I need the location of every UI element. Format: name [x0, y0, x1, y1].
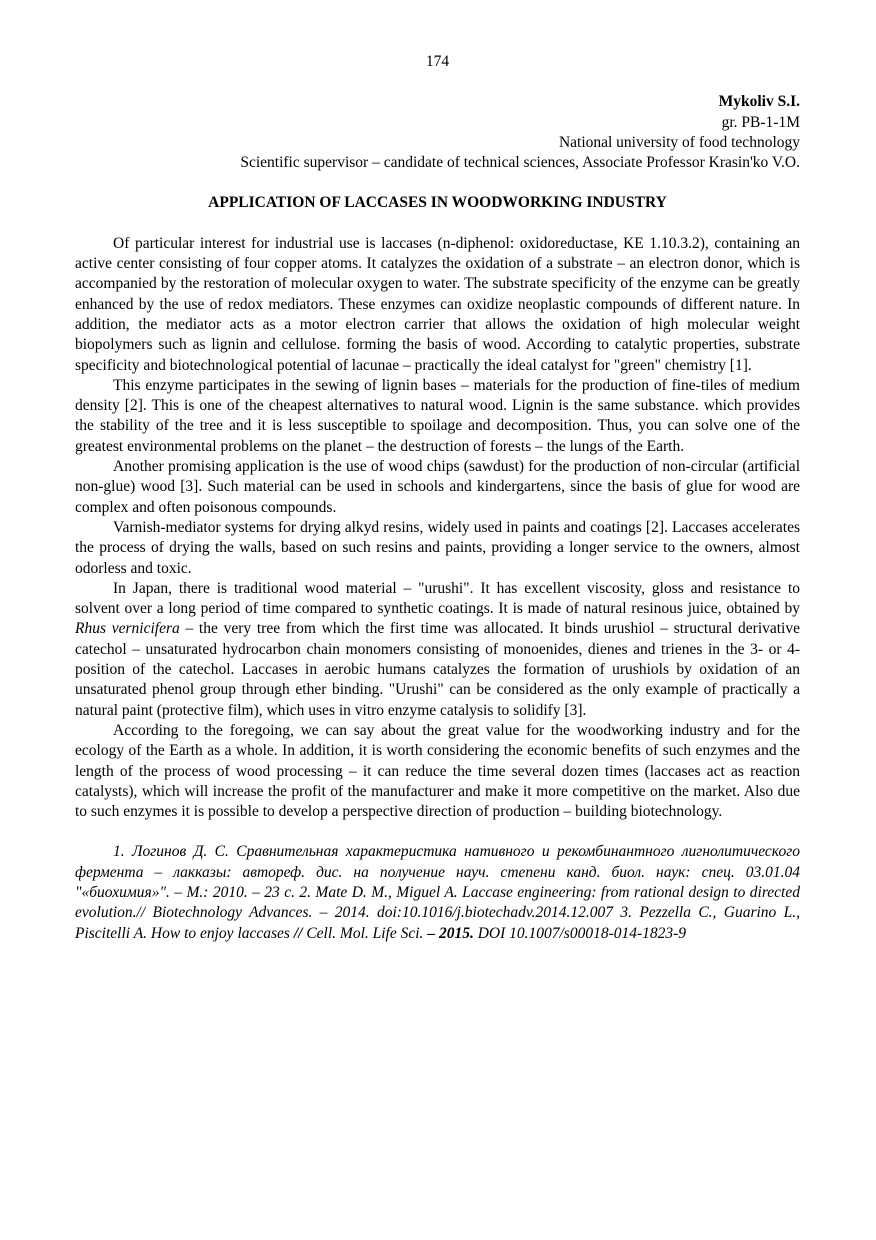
- text-segment: DOI 10.1007/s00018-014-1823-9: [473, 924, 687, 942]
- text-segment: Another promising application is the use of wood chips (sawdust) for the production of non-circular (artificial non-glue) wood [3]. Such material can be used in schools and kindergartens, since the basis of glue for wood are complex and often poisonous compounds.: [75, 458, 800, 516]
- text-segment: This enzyme participates in the sewing of lignin bases – materials for the production of fine-tiles of medium density [2]. This is one of the cheapest alternatives to natural wood. Lignin is the same substance. which provides the stability of the tree and it is less susceptible to spoilage and decomposition. Thus, you can solve one of the greatest environmental problems on the planet – the destruction of forests – the lungs of the Earth.: [75, 376, 800, 455]
- header-line: gr. PB-1-1M: [721, 113, 800, 131]
- page-number: 174: [425, 53, 450, 70]
- article-body: [75, 234, 800, 823]
- text-segment: According to the foregoing, we can say about the great value for the woodworking industry and for the ecology of the Earth as a whole. In addition, it is worth considering the economic benefits of such enzymes and the length of the process of wood processing – it can reduce the time several dozen times (laccases act as reaction catalysts), which will increase the profit of the manufacturer and make it more competitive on the market. Also due to such enzymes it is possible to develop a perspective direction of production – building biotechnology.: [75, 721, 800, 821]
- references-paragraph: [75, 842, 800, 943]
- text-segment: In Japan, there is traditional wood material – "urushi". It has excellent viscosity, gloss and resistance to solvent over a long period of time compared to synthetic coatings. It is made of natural resinous juice, obtained by: [75, 579, 800, 618]
- text-segment: Cell. Mol. Life Sci.: [302, 924, 428, 942]
- header-line: Mykoliv S.I.: [718, 93, 800, 111]
- body-paragraph: [75, 518, 800, 579]
- text-segment: Varnish-mediator systems for drying alkyd resins, widely used in paints and coatings [2]. Laccases accelerates the process of drying the walls, based on such resins and paints, providing a longer service to the owners, almost odorless and toxic.: [75, 518, 800, 577]
- body-paragraph: [75, 721, 800, 822]
- header-line: Scientific supervisor – candidate of technical sciences, Associate Professor Krasin'ko V.O.: [240, 154, 800, 172]
- body-paragraph: [75, 376, 800, 457]
- text-segment: //: [293, 924, 303, 942]
- body-paragraph: [75, 457, 800, 518]
- author-block: [75, 92, 800, 173]
- text-segment: – 2015.: [427, 924, 474, 942]
- body-paragraph: [75, 234, 800, 376]
- text-segment: – the very tree from which the first time was allocated. It binds urushiol – structural derivative catechol – unsaturated hydrocarbon chain monomers consisting of monoenides, dienes and trienes in the 3- or 4-position of the catechol. Laccases in aerobic humans catalyzes the formation of urushiols by oxidation of an unsaturated phenol group through ether binding. "Urushi" can be considered as the only example of practically a natural paint (protective film), which uses in vitro enzyme catalysis to solidify [3].: [75, 620, 800, 719]
- body-paragraph: [75, 579, 800, 721]
- header-line: National university of food technology: [558, 133, 800, 151]
- text-segment: Of particular interest for industrial use is laccases (n-diphenol: oxidoreductase, KE 1.10.3.2), containing an active center consisting of four copper atoms. It catalyzes the oxidation of a substrate – an electron donor, which is accompanied by the restoration of molecular oxygen to water. The substrate specificity of the enzyme can be greatly enhanced by the use of redox mediators. These enzymes can oxidize neoplastic compounds of different nature. In addition, the mediator acts as a motor electron carrier that allows the oxidation of high molecular weight biopolymers such as lignin and cellulose. forming the basis of wood. According to catalytic properties, substrate specificity and biotechnological potential of lacunae – practically the ideal catalyst for "green" chemistry [1].: [75, 234, 800, 374]
- text-segment: Rhus vernicifera: [75, 620, 180, 638]
- text-segment: 1. Логинов Д. С. Сравнительная характеристика нативного и рекомбинантного лигнолитического фермента – лакказы: автореф. дис. на получение науч. степени канд. биол. наук: спец. 03.01.04 "«биохимия»". – М.: 2010. – 23 с. 2. Mate D. M., Miguel A. Laccase engineering: from rational design to directed evolution.// Biotechnology Advances. – 2014. doi:10.1016/j.biotechadv.2014.12.007 3. Pezzella C., Guarino L., Piscitelli A. How to enjoy laccases: [75, 843, 800, 942]
- article-title: APPLICATION OF LACCASES IN WOODWORKING INDUSTRY: [208, 194, 667, 212]
